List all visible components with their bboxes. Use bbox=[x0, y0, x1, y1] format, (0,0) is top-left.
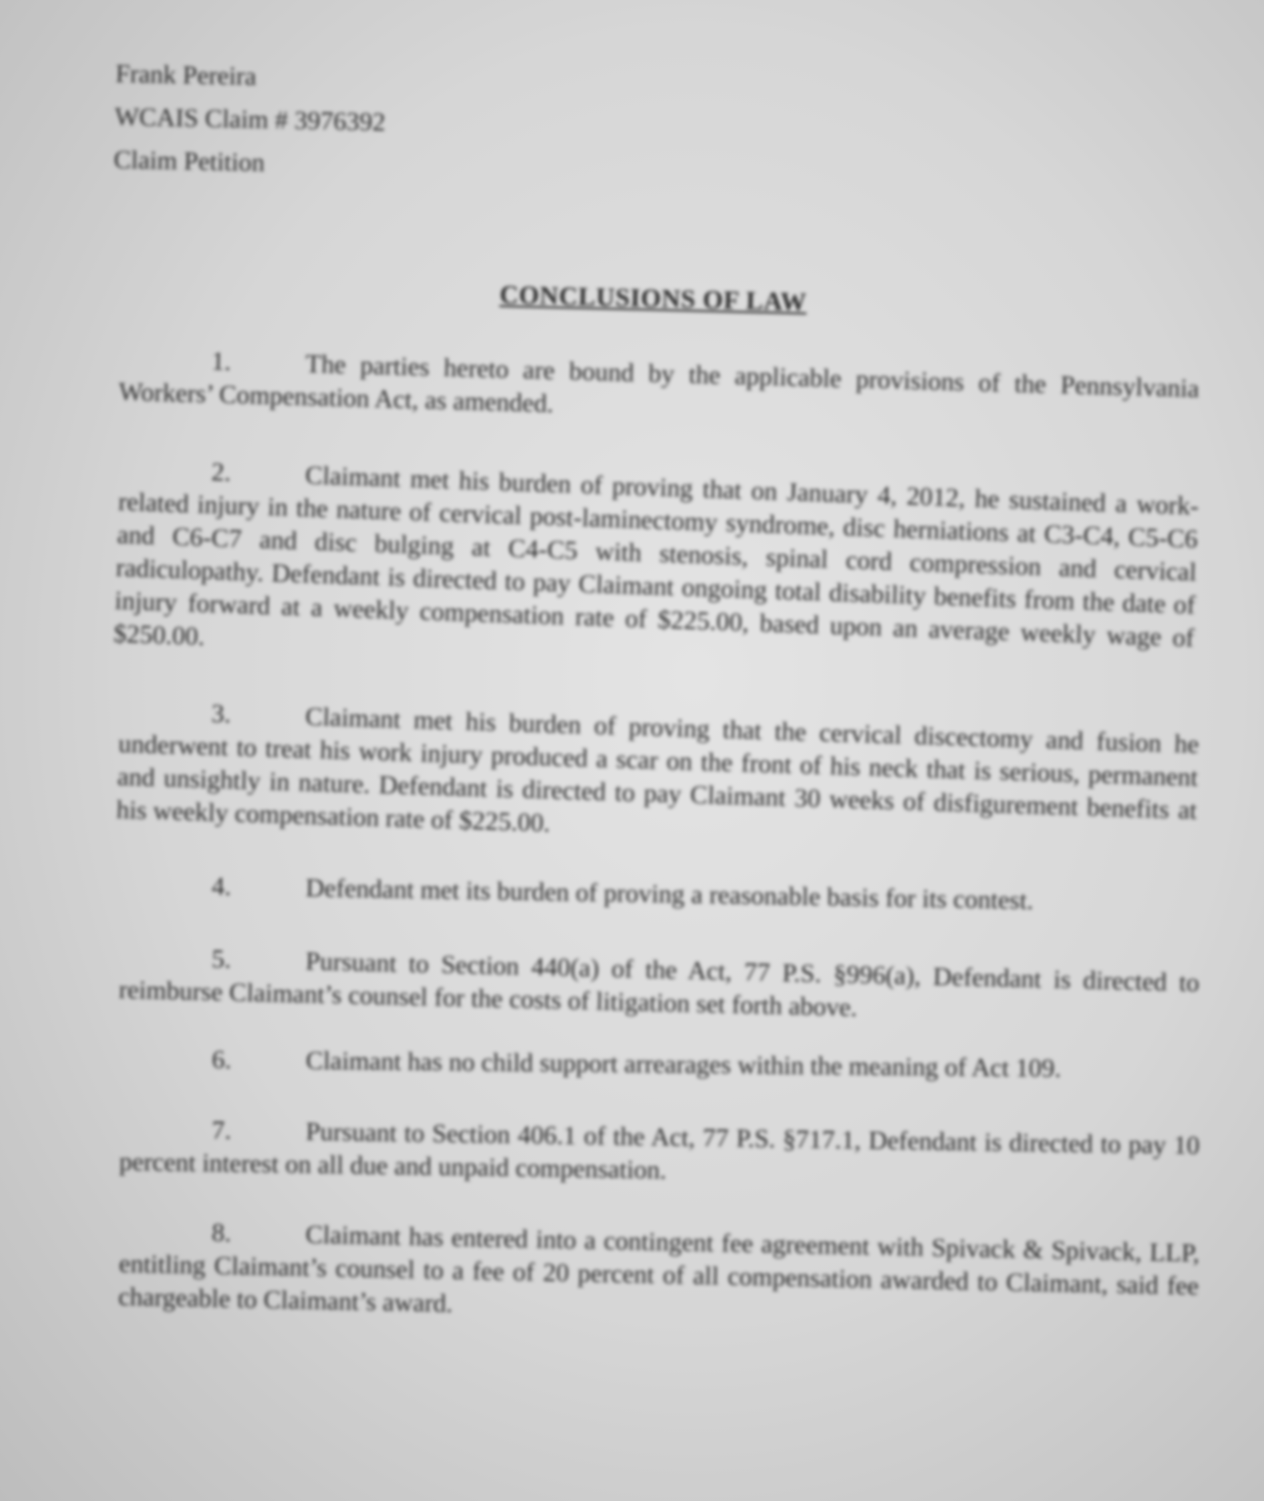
paragraph-number: 1. bbox=[211, 346, 232, 377]
petition-type: Claim Petition bbox=[113, 144, 265, 178]
paragraph-text: Pursuant to Section 406.1 of the Act, 77 P.S. §717.1, Defendant is directed to pay 10 percent interest on all due and unpaid compensation. bbox=[118, 1116, 1200, 1185]
paragraph-text: Claimant has entered into a contingent fee agreement with Spivack & Spivack, LLP, entitling Claimant’s counsel to a fee of 20 percent of all compensation awarded to Claimant, said fee chargeable to Claimant’s award. bbox=[117, 1219, 1200, 1318]
paragraph-number: 6. bbox=[211, 1044, 232, 1075]
conclusion-paragraph bbox=[113, 452, 1199, 688]
conclusion-paragraph bbox=[116, 694, 1200, 860]
claimant-name: Frank Pereira bbox=[115, 58, 257, 91]
conclusion-paragraph bbox=[118, 342, 1199, 438]
paragraph-number: 3. bbox=[210, 698, 232, 729]
paragraph-number: 5. bbox=[211, 944, 232, 974]
document-header bbox=[113, 52, 816, 196]
conclusion-paragraph bbox=[120, 1042, 1200, 1086]
section-title: CONCLUSIONS OF LAW bbox=[499, 280, 808, 317]
conclusion-paragraph bbox=[118, 1214, 1200, 1336]
claim-number: WCAIS Claim # 3976392 bbox=[114, 101, 386, 137]
paragraph-text: Defendant met its burden of proving a reasonable basis for its contest. bbox=[305, 873, 1034, 915]
paragraph-number: 2. bbox=[210, 457, 232, 487]
conclusion-paragraph bbox=[119, 868, 1199, 920]
conclusion-paragraph bbox=[118, 940, 1199, 1032]
paragraph-number: 7. bbox=[211, 1115, 232, 1145]
paragraph-text: Claimant has no child support arrearages within the meaning of Act 109. bbox=[305, 1045, 1062, 1083]
conclusion-paragraph bbox=[119, 1112, 1200, 1195]
paragraph-number: 8. bbox=[211, 1217, 232, 1248]
paragraph-text: Pursuant to Section 440(a) of the Act, 77 P.S. §996(a), Defendant is directed to reimburse Claimant’s counsel for the costs of litigation set forth above. bbox=[118, 946, 1200, 1023]
paragraph-text: Claimant met his burden of proving that the cervical discectomy and fusion he underwent to treat his work injury produced a scar on the front of his neck that is serious, permanent and unsightly in nature. Defendant is directed to pay Claimant 30 weeks of disfigurement benefits at his weekly compensation rate of $225.00. bbox=[115, 701, 1200, 838]
paragraph-text: The parties hereto are bound by the applicable provisions of the Pennsylvania Workers’ Compensation Act, as amended. bbox=[118, 349, 1200, 419]
paragraph-number: 4. bbox=[211, 871, 232, 901]
paragraph-text: Claimant met his burden of proving that on January 4, 2012, he sustained a work-related injury in the nature of cervical post-laminectomy syndrome, disc herniations at C3-C4, C5-C6 and C6-C7 and disc bulging at C4-C5 with stenosis, spinal cord compression and cervical radiculopathy. Defendant is directed to pay Claimant ongoing total disability benefits from the date of injury forward at a weekly compensation rate of $225.00, based upon an average weekly wage of $250.00. bbox=[113, 460, 1200, 653]
